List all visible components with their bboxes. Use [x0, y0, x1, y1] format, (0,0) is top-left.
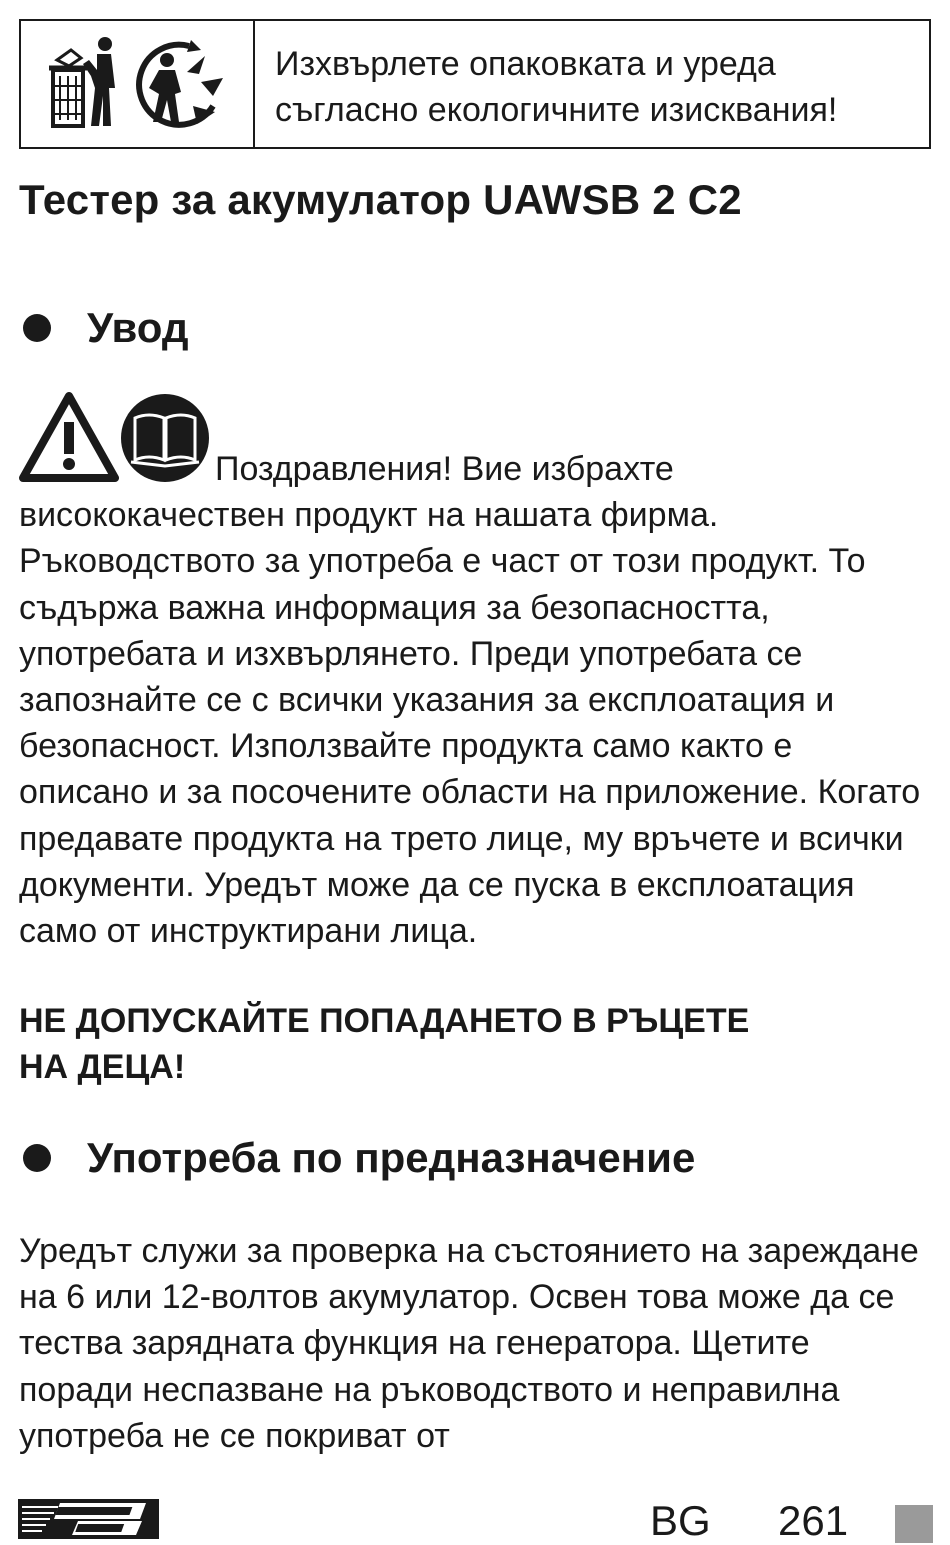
disposal-icons	[21, 21, 255, 147]
recycle-icon	[127, 36, 227, 132]
disposal-notice-line1: Изхвърлете опаковката и уреда	[275, 45, 776, 83]
usage-heading	[19, 1130, 695, 1186]
manual-book-icon	[119, 392, 211, 484]
trash-bin-icon	[47, 36, 121, 132]
page-number: 261	[778, 1497, 849, 1544]
intro-icons	[19, 386, 211, 484]
intro-section	[19, 386, 931, 954]
usage-paragraph: Уредът служи за проверка на състоянието на зареждане на 6 или 12-волтов акумулатор. Освен това може да се тества зарядната функция на генератора. Щетите поради неспазване на ръководството и неправилна употреба не се покриват от	[19, 1232, 919, 1455]
ultimate-speed-logo	[18, 1497, 159, 1541]
kids-warning-line1: НЕ ДОПУСКАЙТЕ ПОПАДАНЕТО В РЪЦЕТЕ	[19, 1002, 750, 1040]
intro-heading	[19, 300, 189, 356]
usage-heading-text: Употреба по предназначение	[87, 1134, 696, 1181]
warning-triangle-icon	[19, 390, 119, 484]
disposal-notice-text	[255, 21, 929, 147]
page-marker	[895, 1505, 933, 1543]
disposal-notice	[19, 19, 931, 149]
intro-paragraph: Поздравления! Вие избрахте висококачествен продукт на нашата фирма. Ръководството за употреба е част от този продукт. То съдържа важна информация за безопасността, употребата и изхвърлянето. Преди употребата се запознайте се с всички указания за експлоатация и безопасност. Използвайте продукта само както е описано и за посочените области на приложение. Когато предавате продукта на трето лице, му връчете и всички документи. Уредът може да се пуска в експлоатация само от инструктирани лица.	[19, 450, 921, 951]
intro-heading-text: Увод	[87, 304, 189, 351]
footer-language: BG	[650, 1497, 711, 1544]
bullet-icon	[23, 1144, 51, 1172]
kids-warning-line2: НА ДЕЦА!	[19, 1048, 186, 1086]
kids-warning	[19, 998, 931, 1090]
disposal-notice-line2: съгласно екологичните изисквания!	[275, 91, 838, 129]
product-title: Тестер за акумулатор UAWSB 2 C2	[19, 176, 742, 223]
bullet-icon	[23, 314, 51, 342]
